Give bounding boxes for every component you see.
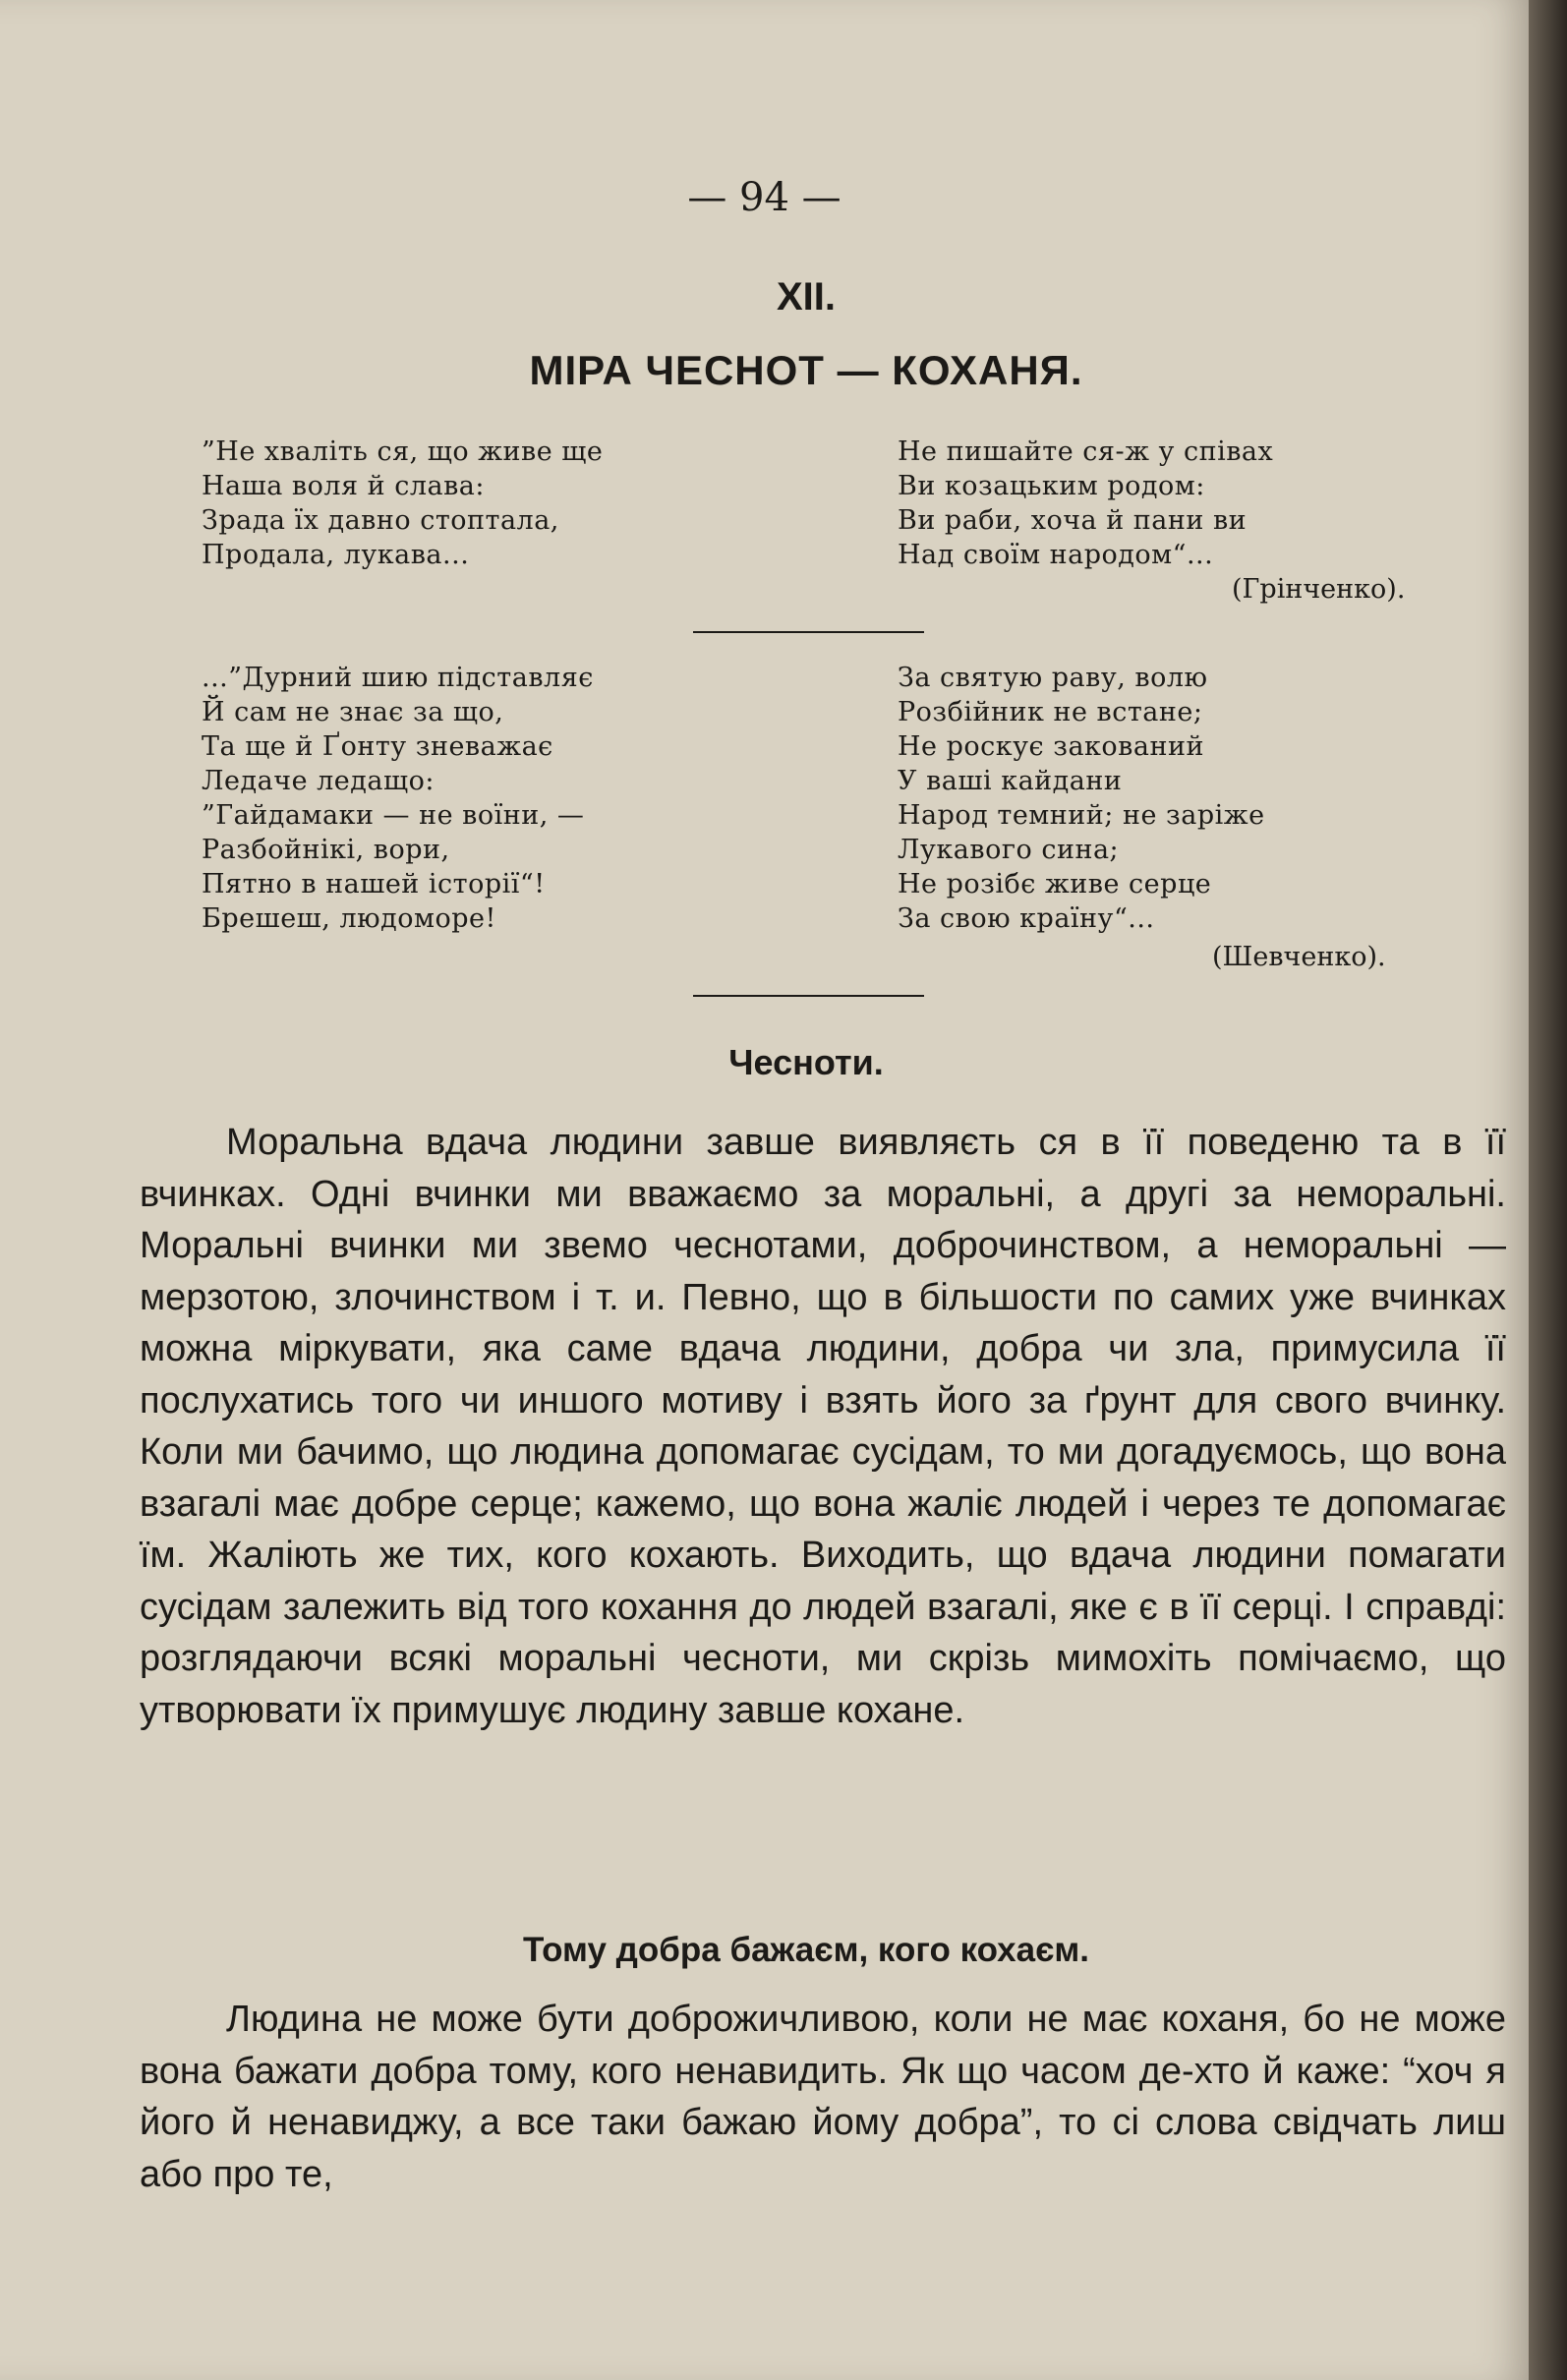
verse-line: Зрада їх давно стоптала, [202,505,559,536]
epigraph-1-left-stanza [202,435,603,572]
verse-line: Й сам не знає за що, [202,697,504,727]
section-heading-goodwill: Тому добра бажаєм, кого кохаєм. [522,1931,1090,1969]
verse-line: Пятно в нашей історії“! [202,869,546,900]
verse-line: ”Гайдамаки — не воїни, — [202,800,585,831]
book-spine-edge [1529,0,1567,2380]
verse-line: Розбійник не встане; [898,697,1203,727]
paragraph-goodwill: Людина не може бути доброжичливою, коли не має коханя, бо не може вона бажати добра тому, кого ненавидить. Як що часом де-хто й каже: “хоч я його й ненавиджу, а все таки бажаю йому добра”, то сі слова свідчать лиш або про те, [140,1999,1506,2195]
verse-line: За святую раву, волю [898,663,1208,693]
epigraph-2-attribution: (Шевченко). [1212,942,1386,972]
divider-rule [693,631,924,633]
chapter-title: МІРА ЧЕСНОТ — КОХАНЯ. [529,347,1083,393]
divider-rule [693,995,924,997]
verse-line: Ледаче ледащо: [202,766,435,796]
verse-line: ”Не хваліть ся, що живе ще [202,436,604,467]
verse-line: Наша воля й слава: [202,471,485,501]
verse-line: Та ще й Ґонту зневажає [202,731,553,762]
verse-line: Лукавого сина; [898,835,1120,865]
verse-line: Брешеш, людоморе! [202,903,496,934]
verse-line: Ви раби, хоча й пани ви [898,505,1248,536]
verse-line: Не пишайте ся-ж у співах [898,436,1274,467]
epigraph-2-right-stanza [898,661,1265,936]
verse-line: За свою країну“... [898,903,1155,934]
verse-line: Продала, лукава... [202,540,470,570]
verse-line: Народ темний; не заріже [898,800,1265,831]
verse-line: ...”Дурний шию підставляє [202,663,594,693]
section-numeral: XII. [776,275,837,319]
verse-line: У ваші кайдани [898,766,1123,796]
verse-line: Не роскує закований [898,731,1204,762]
epigraph-1-attribution: (Грінченко). [1232,574,1406,605]
page-number: — 94 — [687,175,842,220]
verse-line: Над своїм народом“... [898,540,1214,570]
section-heading-virtues: Чесноти. [728,1042,884,1082]
verse-line: Не розібє живе серце [898,869,1212,900]
verse-line: Разбойнікі, вори, [202,835,450,865]
verse-line: Ви козацьким родом: [898,471,1205,501]
epigraph-1-right-stanza [898,435,1273,572]
epigraph-2-left-stanza [202,661,594,936]
paragraph-virtues: Моральна вдача людини завше виявляєть ся в її поведеню та в її вчинках. Одні вчинки ми вважаємо за моральні, а другі за неморальні. Моральні вчинки ми звемо чеснотами, доброчинством, а неморальні — мерзотою, злочинством і т. и. Певно, що в більшости по самих уже вчинках можна міркувати, яка саме вдача людини, добра чи зла, примусила її послухатись того чи иншого мотиву і взять його за ґрунт для свого вчинку. Коли ми бачимо, що людина допомагає сусідам, то ми догадуємось, що вона взагалі має добре серце; кажемо, що вона жаліє людей і через те допомагає їм. Жаліють же тих, кого кохають. Виходить, що вдача людини помагати сусідам залежить від того кохання до людей взагалі, яке є в її серці. І справді: розглядаючи всякі моральні чесноти, ми скрізь мимохіть помічаємо, що утворювати їх примушує людину завше кохане. [140,1122,1506,1731]
